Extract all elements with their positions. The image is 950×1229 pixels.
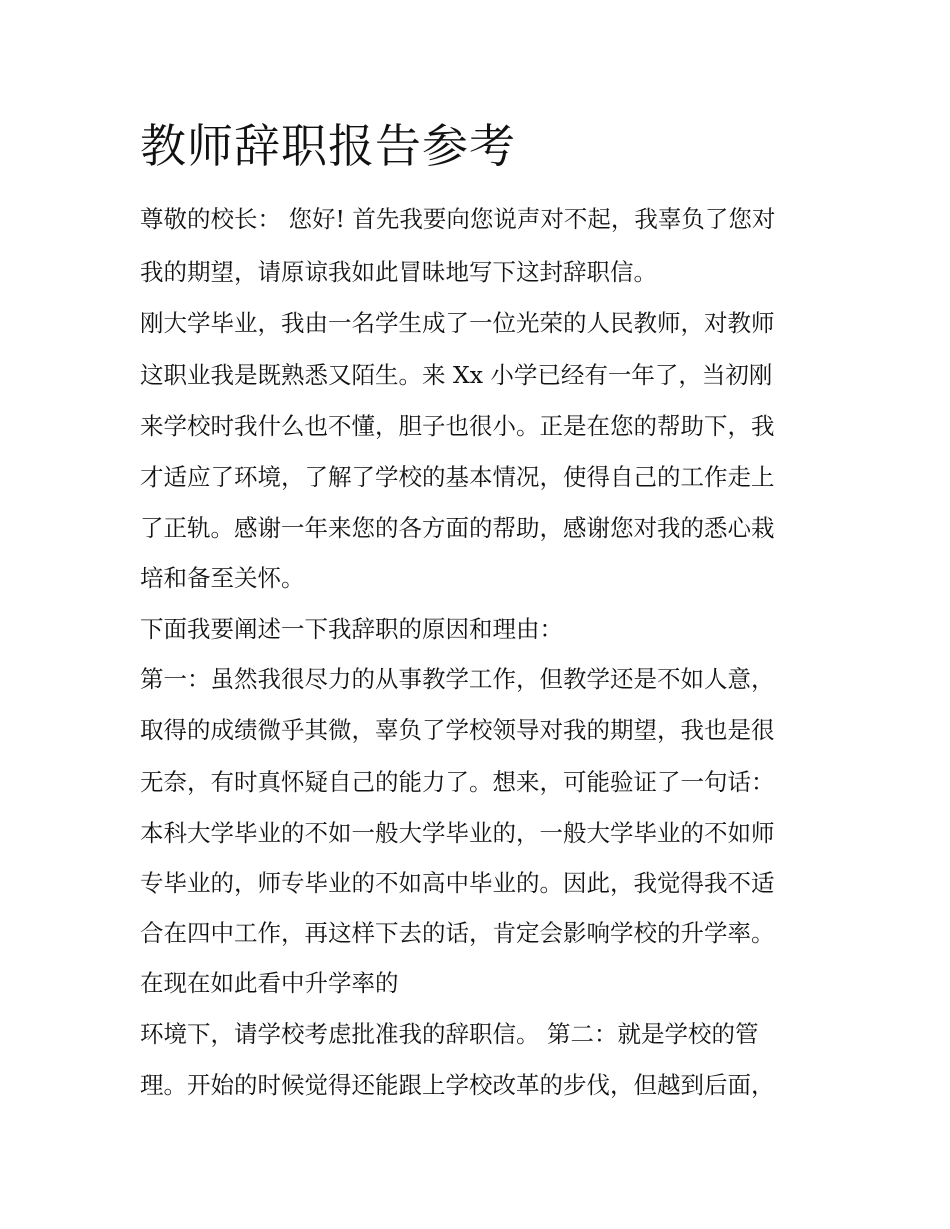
text-line: 专毕业的，师专毕业的不如高中毕业的。因此，我觉得我不适 (140, 869, 775, 897)
text-line: 合在四中工作，再这样下去的话，肯定会影响学校的升学率。 (140, 919, 775, 947)
text-line: 我的期望，请原谅我如此冒昧地写下这封辞职信。 (140, 258, 657, 286)
text-line: 尊敬的校长： 您好! 首先我要向您说声对不起，我辜负了您对 (140, 205, 776, 233)
text-line: 环境下，请学校考虑批准我的辞职信。 第二：就是学校的管 (140, 1020, 759, 1048)
text-line: 培和备至关怀。 (140, 564, 305, 592)
text-line: 这职业我是既熟悉又陌生。来 Xx 小学已经有一年了，当初刚 (140, 361, 773, 389)
text-line: 刚大学毕业，我由一名学生成了一位光荣的人民教师，对教师 (140, 309, 775, 337)
document-title: 教师辞职报告参考 (140, 119, 516, 173)
text-line: 理。开始的时候觉得还能跟上学校改革的步伐，但越到后面， (140, 1071, 775, 1099)
text-line: 才适应了环境，了解了学校的基本情况，使得自己的工作走上 (140, 463, 775, 491)
text-line: 下面我要阐述一下我辞职的原因和理由： (140, 615, 563, 643)
text-line: 本科大学毕业的不如一般大学毕业的，一般大学毕业的不如师 (140, 819, 775, 847)
text-line: 在现在如此看中升学率的 (140, 969, 399, 997)
text-line: 无奈，有时真怀疑自己的能力了。想来，可能验证了一句话： (140, 768, 775, 796)
text-line: 第一：虽然我很尽力的从事教学工作，但教学还是不如人意， (140, 665, 775, 693)
text-line: 取得的成绩微乎其微，辜负了学校领导对我的期望，我也是很 (140, 716, 775, 744)
text-line: 了正轨。感谢一年来您的各方面的帮助，感谢您对我的悉心栽 (140, 514, 775, 542)
text-line: 来学校时我什么也不懂，胆子也很小。正是在您的帮助下，我 (140, 412, 775, 440)
